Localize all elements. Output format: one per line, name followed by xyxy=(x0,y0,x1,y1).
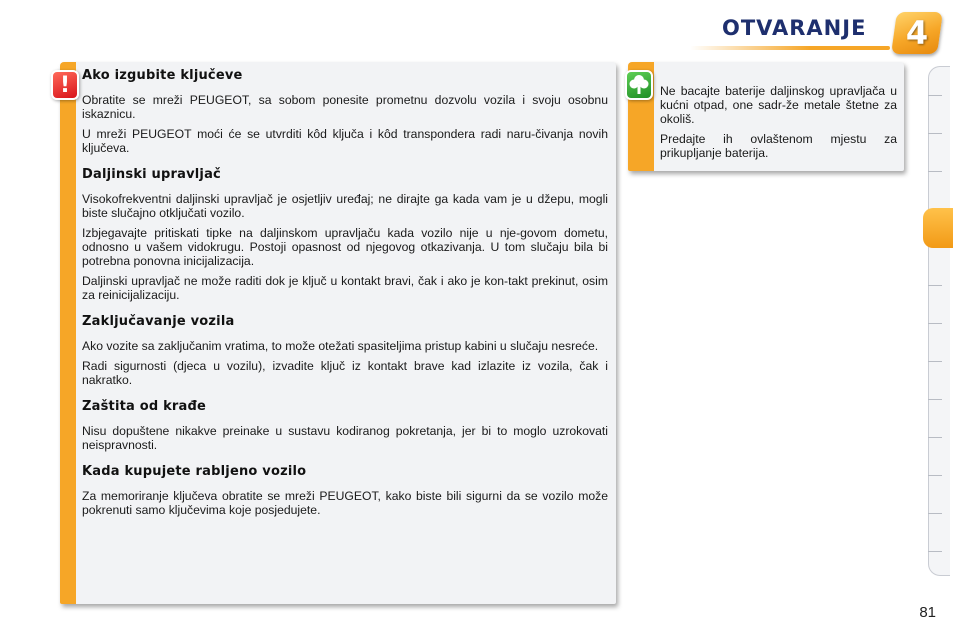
chapter-tab-divider xyxy=(928,475,942,476)
paragraph: Daljinski upravljač ne može raditi dok je ključ u kontakt bravi, čak i ako je kon-takt prekinut, osim za reinicijalizaciju. xyxy=(82,274,608,302)
section-theft-protection xyxy=(82,399,608,452)
paragraph: Predajte ih ovlaštenom mjestu za prikupljanje baterija. xyxy=(660,132,897,160)
chapter-tab-strip xyxy=(928,66,950,576)
paragraph: Nisu dopuštene nikakve preinake u sustavu kodiranog pokretanja, jer bi to moglo uzrokovati neispravnosti. xyxy=(82,424,608,452)
chapter-tab-divider xyxy=(928,551,942,552)
section-heading: Zaključavanje vozila xyxy=(82,314,235,329)
section-used-vehicle xyxy=(82,464,608,517)
paragraph: Visokofrekventni daljinski upravljač je osjetljiv uređaj; ne dirajte ga kada vam je u džepu, mogli biste slučajno otključati vozilo. xyxy=(82,192,608,220)
section-remote-control xyxy=(82,167,608,302)
chapter-title: OTVARANJE xyxy=(722,16,867,40)
chapter-tab-divider xyxy=(928,285,942,286)
chapter-tab-divider xyxy=(928,513,942,514)
header-underline xyxy=(690,46,890,50)
paragraph: Za memoriranje ključeva obratite se mreži PEUGEOT, kako biste bili sigurni da se vozilo može pokrenuti samo ključevima koje posjedujete. xyxy=(82,489,608,517)
tree-icon xyxy=(627,72,651,98)
section-heading: Daljinski upravljač xyxy=(82,167,221,182)
paragraph: Obratite se mreži PEUGEOT, sa sobom ponesite prometnu dozvolu vozila i svoju osobnu iskaznicu. xyxy=(82,93,608,121)
section-vehicle-locking xyxy=(82,314,608,387)
section-heading: Kada kupujete rabljeno vozilo xyxy=(82,464,307,479)
eco-tree-icon xyxy=(625,70,653,100)
section-lost-keys xyxy=(82,68,608,155)
paragraph: Radi sigurnosti (djeca u vozilu), izvadite ključ iz kontakt brave kad izlazite iz vozila, čak i nakratko. xyxy=(82,359,608,387)
paragraph: Ako vozite sa zaključanim vratima, to može otežati spasiteljima pristup kabini u slučaju nesreće. xyxy=(82,339,599,353)
chapter-tab-divider xyxy=(928,95,942,96)
chapter-tab-divider xyxy=(928,437,942,438)
side-note-content xyxy=(660,84,897,166)
chapter-tab-divider xyxy=(928,323,942,324)
paragraph: Izbjegavajte pritiskati tipke na daljinskom upravljaču kada vozilo nije u nje-govom dometu, odnosno u vašem vidokrugu. Postoji opasnost od njegovog otkazivanja. U tom slučaju bila bi potrebna ponovna inicijalizacija. xyxy=(82,226,608,268)
chapter-tab-active[interactable] xyxy=(923,208,953,248)
paragraph: U mreži PEUGEOT moći će se utvrditi kôd ključa i kôd transpondera radi naru-čivanja novih ključeva. xyxy=(82,127,608,155)
section-heading: Ako izgubite ključeve xyxy=(82,68,243,83)
section-heading: Zaštita od krađe xyxy=(82,399,207,414)
chapter-tab-divider xyxy=(928,171,942,172)
chapter-tab-divider xyxy=(928,361,942,362)
chapter-tab-divider xyxy=(928,399,942,400)
warning-icon: ! xyxy=(51,70,79,100)
main-content xyxy=(82,68,608,529)
chapter-tab-divider xyxy=(928,133,942,134)
paragraph: Ne bacajte baterije daljinskog upravljača u kućni otpad, one sadr-že metale štetne za okoliš. xyxy=(660,84,897,126)
panel-accent-bar xyxy=(60,62,76,604)
page-number: 81 xyxy=(919,604,936,621)
chapter-number: 4 xyxy=(905,14,929,52)
